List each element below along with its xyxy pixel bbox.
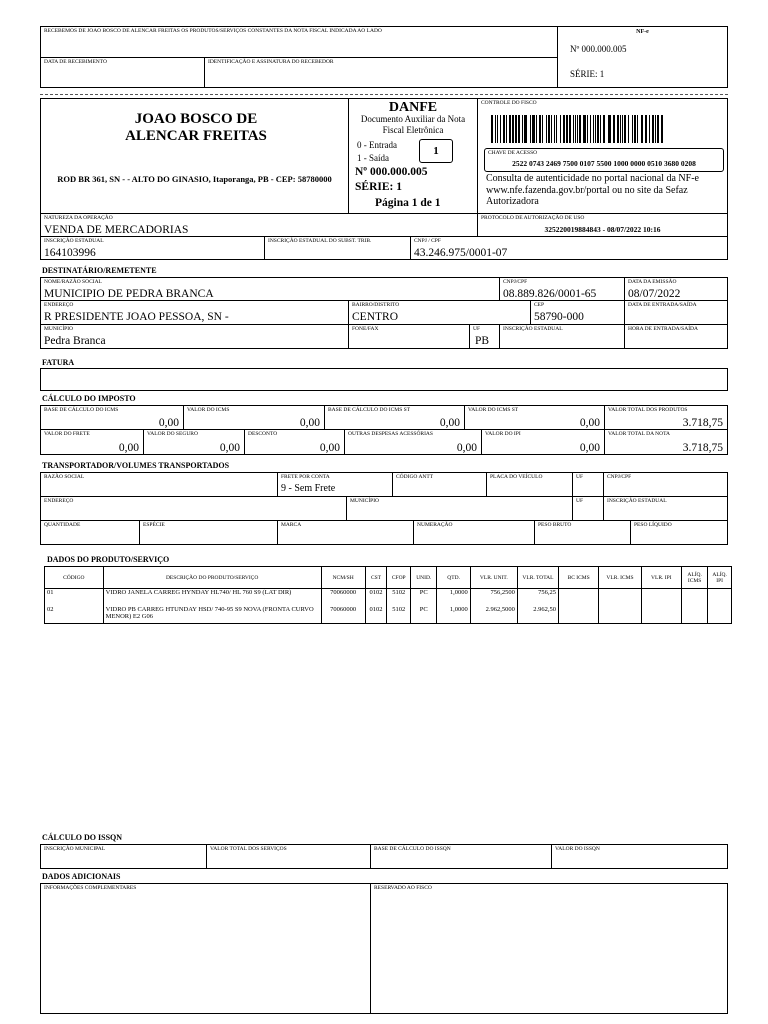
table-row xyxy=(45,589,732,607)
transp-peso-liquido-label: PESO LÍQUIDO xyxy=(634,522,672,528)
table-cell: 756,2500 xyxy=(470,589,517,607)
table-cell: 1,0000 xyxy=(437,606,470,624)
transp-ie-box xyxy=(603,496,728,521)
issqn-base-label: BASE DE CÁLCULO DO ISSQN xyxy=(374,846,451,852)
outras-despesas-value: 0,00 xyxy=(456,442,477,454)
table-cell: 02 xyxy=(45,606,104,624)
transp-especie-label: ESPÉCIE xyxy=(143,522,165,528)
transp-numeracao-label: NUMERAÇÃO xyxy=(417,522,453,528)
ie-label: INSCRIÇÃO ESTADUAL xyxy=(44,238,104,244)
table-cell: 70060000 xyxy=(321,589,365,607)
fatura-section: FATURA xyxy=(42,358,75,367)
icms-valor-value: 0,00 xyxy=(299,417,320,429)
cnpj-emitente-label: CNPJ / CPF xyxy=(414,238,441,244)
transp-marca-box xyxy=(277,520,414,545)
table-cell: 2.962,50 xyxy=(517,606,558,624)
dest-nome-box xyxy=(40,277,500,301)
dest-nome-label: NOME/RAZÃO SOCIAL xyxy=(44,279,102,285)
icms-valor-label: VALOR DO ICMS xyxy=(187,407,230,413)
transp-numeracao-box xyxy=(413,520,535,545)
ipi-box xyxy=(481,429,605,455)
products-header-cell: VLR. TOTAL xyxy=(517,567,558,589)
dest-uf-box xyxy=(469,324,500,349)
dest-bairro-box xyxy=(348,300,531,325)
total-nota-value: 3.718,75 xyxy=(682,442,723,454)
transp-quantidade-label: QUANTIDADE xyxy=(44,522,81,528)
transp-placa-label: PLACA DO VEÍCULO xyxy=(490,474,543,480)
products-header-cell: CFOP xyxy=(387,567,411,589)
table-cell: 0102 xyxy=(365,589,387,607)
products-header-cell: NCM/SH xyxy=(321,567,365,589)
imposto-section: CÁLCULO DO IMPOSTO xyxy=(42,394,136,403)
chave-acesso-box xyxy=(484,148,724,172)
emitente-nome: JOAO BOSCO DE ALENCAR FREITAS xyxy=(125,111,267,144)
issqn-im-label: INSCRIÇÃO MUNICIPAL xyxy=(44,846,106,852)
dest-municipio-label: MUNICÍPIO xyxy=(44,326,74,332)
transp-antt-label: CÓDIGO ANTT xyxy=(396,474,434,480)
icms-st-valor-label: VALOR DO ICMS ST xyxy=(468,407,519,413)
transp-frete-box xyxy=(277,472,393,497)
transp-razao-label: RAZÃO SOCIAL xyxy=(44,474,85,480)
fisco-box xyxy=(477,98,728,214)
emitente-box xyxy=(40,98,349,214)
table-cell: 2.962,5000 xyxy=(470,606,517,624)
chave-acesso-label: CHAVE DE ACESSO xyxy=(488,150,538,156)
chave-acesso: 2522 0743 2469 7500 0107 5500 1000 0000 0510 3680 0208 xyxy=(512,159,696,168)
table-cell xyxy=(641,589,681,607)
transp-peso-bruto-label: PESO BRUTO xyxy=(538,522,572,528)
transp-cnpj-box xyxy=(603,472,728,497)
table-cell xyxy=(681,589,707,607)
products-header-cell: VLR. ICMS xyxy=(599,567,641,589)
table-cell xyxy=(558,589,598,607)
outras-despesas-box xyxy=(344,429,482,455)
ie-box xyxy=(40,236,265,260)
issqn-total-box xyxy=(206,844,371,869)
products-header-cell: VLR. UNIT. xyxy=(470,567,517,589)
table-cell xyxy=(681,606,707,624)
products-header-cell: CST xyxy=(365,567,387,589)
icms-st-base-box xyxy=(324,405,465,430)
danfe-saida: 1 - Saída xyxy=(357,153,389,163)
dest-hora-es-label: HORA DE ENTRADA/SAÍDA xyxy=(628,326,698,332)
ie-value: 164103996 xyxy=(44,247,96,259)
dest-ie-box xyxy=(499,324,625,349)
transp-frete-value: 9 - Sem Frete xyxy=(281,483,336,494)
canhoto-receipt-box xyxy=(40,26,558,58)
transp-municipio-label: MUNICÍPIO xyxy=(350,498,380,504)
protocolo-label: PROTOCOLO DE AUTORIZAÇÃO DE USO xyxy=(481,215,585,221)
ie-st-box xyxy=(264,236,411,260)
reservado-fisco-label: RESERVADO AO FISCO xyxy=(374,885,432,891)
transp-uf-label: UF xyxy=(576,474,584,480)
dest-fone-label: FONE/FAX xyxy=(352,326,379,332)
total-produtos-box xyxy=(604,405,728,430)
protocolo-box xyxy=(477,213,728,237)
canhoto-nfe-box xyxy=(557,26,728,88)
issqn-im-box xyxy=(40,844,207,869)
danfe-entrada: 0 - Entrada xyxy=(357,140,397,150)
info-complementares-box xyxy=(40,883,371,1014)
danfe-box xyxy=(348,98,478,214)
table-cell: 5102 xyxy=(387,606,411,624)
table-cell: PC xyxy=(411,606,437,624)
dest-data-es-label: DATA DE ENTRADA/SAÍDA xyxy=(628,302,697,308)
transp-uf2-box xyxy=(572,496,604,521)
transp-endereco-label: ENDEREÇO xyxy=(44,498,74,504)
dest-endereco-value: R PRESIDENTE JOAO PESSOA, SN - xyxy=(44,311,229,323)
reservado-fisco-box xyxy=(370,883,728,1014)
danfe-serie: SÉRIE: 1 xyxy=(355,181,402,193)
table-cell xyxy=(599,589,641,607)
barcode xyxy=(491,115,665,143)
transp-uf-box xyxy=(572,472,604,497)
products-header-cell: BC ICMS xyxy=(558,567,598,589)
products-header-cell: DESCRIÇÃO DO PRODUTO/SERVIÇO xyxy=(103,567,321,589)
desconto-value: 0,00 xyxy=(319,442,340,454)
cnpj-emitente-box xyxy=(410,236,728,260)
dest-cep-label: CEP xyxy=(534,302,545,308)
products-header-cell: VLR. IPI xyxy=(641,567,681,589)
adicionais-section: DADOS ADICIONAIS xyxy=(42,872,121,881)
transp-razao-box xyxy=(40,472,278,497)
transp-quantidade-box xyxy=(40,520,140,545)
transp-peso-bruto-box xyxy=(534,520,631,545)
cnpj-emitente-value: 43.246.975/0001-07 xyxy=(414,247,508,259)
icms-st-valor-value: 0,00 xyxy=(579,417,600,429)
seguro-value: 0,00 xyxy=(219,442,240,454)
table-cell xyxy=(708,606,732,624)
canhoto-receipt-text: RECEBEMOS DE JOAO BOSCO DE ALENCAR FREITAS OS PRODUTOS/SERVIÇOS CONSTANTES DA NOTA FISCAL INDICADA AO LADO xyxy=(44,28,382,34)
outras-despesas-label: OUTRAS DESPESAS ACESSÓRIAS xyxy=(348,431,433,437)
products-header-cell: ALÍQ. ICMS xyxy=(681,567,707,589)
nfe-label: NF-e xyxy=(636,29,649,35)
dest-emissao-label: DATA DA EMISSÃO xyxy=(628,279,677,285)
total-produtos-label: VALOR TOTAL DOS PRODUTOS xyxy=(608,407,688,413)
transportador-section: TRANSPORTADOR/VOLUMES TRANSPORTADOS xyxy=(42,461,230,470)
issqn-base-box xyxy=(370,844,552,869)
fatura-box xyxy=(40,368,728,391)
table-cell: VIDRO JANELA CARREG HYNDAY HL740/ HL 760 S9 (LAT DIR) xyxy=(103,589,321,607)
dest-cep-value: 58790-000 xyxy=(534,311,584,323)
icms-st-valor-box xyxy=(464,405,605,430)
products-header-cell: QTD. xyxy=(437,567,470,589)
dest-emissao-box xyxy=(624,277,728,301)
table-cell: PC xyxy=(411,589,437,607)
dest-cnpj-label: CNPJ/CPF xyxy=(503,279,528,285)
controle-fisco-label: CONTROLE DO FISCO xyxy=(481,100,537,106)
dest-cep-box xyxy=(530,300,625,325)
transp-especie-box xyxy=(139,520,278,545)
frete-value: 0,00 xyxy=(118,442,139,454)
transp-cnpj-label: CNPJ/CPF xyxy=(607,474,632,480)
dest-endereco-box xyxy=(40,300,349,325)
emitente-endereco: ROD BR 361, SN - - ALTO DO GINASIO, Itaporanga, PB - CEP: 58780000 xyxy=(57,174,332,184)
transp-frete-label: FRETE POR CONTA xyxy=(281,474,330,480)
icms-base-value: 0,00 xyxy=(158,417,179,429)
icms-valor-box xyxy=(183,405,325,430)
info-complementares-label: INFORMAÇÕES COMPLEMENTARES xyxy=(44,885,137,891)
total-nota-box xyxy=(604,429,728,455)
transp-antt-box xyxy=(392,472,487,497)
transp-municipio-box xyxy=(346,496,573,521)
table-cell: 756,25 xyxy=(517,589,558,607)
consulta-text: Consulta de autenticidade no portal nacional da NF-e www.nfe.fazenda.gov.br/portal ou no site da Sefaz Autorizadora xyxy=(486,173,699,207)
dest-hora-es-box xyxy=(624,324,728,349)
dest-cnpj-box xyxy=(499,277,625,301)
seguro-box xyxy=(143,429,245,455)
transp-peso-liquido-box xyxy=(630,520,728,545)
issqn-valor-box xyxy=(551,844,728,869)
dest-emissao-value: 08/07/2022 xyxy=(628,288,681,300)
danfe-tipo-box: 1 xyxy=(419,139,453,163)
dest-fone-box xyxy=(348,324,470,349)
data-recebimento-label: DATA DE RECEBIMENTO xyxy=(44,59,108,65)
seguro-label: VALOR DO SEGURO xyxy=(147,431,198,437)
transp-ie-label: INSCRIÇÃO ESTADUAL xyxy=(607,498,667,504)
dest-ie-label: INSCRIÇÃO ESTADUAL xyxy=(503,326,563,332)
transp-placa-box xyxy=(486,472,573,497)
icms-base-label: BASE DE CÁLCULO DO ICMS xyxy=(44,407,119,413)
products-header-row xyxy=(45,567,732,589)
dest-endereco-label: ENDEREÇO xyxy=(44,302,74,308)
ie-st-label: INSCRIÇÃO ESTADUAL DO SUBST. TRIB. xyxy=(268,238,372,244)
dest-uf-value: PB xyxy=(475,335,490,347)
table-cell xyxy=(558,606,598,624)
dest-bairro-label: BAIRRO/DISTRITO xyxy=(352,302,400,308)
products-table xyxy=(44,566,732,624)
products-header-cell: CÓDIGO xyxy=(45,567,104,589)
issqn-valor-label: VALOR DO ISSQN xyxy=(555,846,600,852)
table-row xyxy=(45,606,732,624)
dest-municipio-value: Pedra Branca xyxy=(44,335,106,347)
table-cell: 1,0000 xyxy=(437,589,470,607)
transp-marca-label: MARCA xyxy=(281,522,302,528)
desconto-label: DESCONTO xyxy=(248,431,278,437)
danfe-numero: Nº 000.000.005 xyxy=(355,166,428,178)
total-nota-label: VALOR TOTAL DA NOTA xyxy=(608,431,671,437)
canhoto-serie: SÉRIE: 1 xyxy=(570,69,605,79)
transp-uf2-label: UF xyxy=(576,498,584,504)
protocolo-value: 325220019884843 - 08/07/2022 10:16 xyxy=(544,225,661,234)
dest-data-es-box xyxy=(624,300,728,325)
products-header-cell: UNID. xyxy=(411,567,437,589)
frete-label: VALOR DO FRETE xyxy=(44,431,90,437)
danfe-title: DANFE xyxy=(388,100,438,115)
natureza-box xyxy=(40,213,478,237)
produtos-section: DADOS DO PRODUTO/SERVIÇO xyxy=(47,555,170,564)
table-cell: 01 xyxy=(45,589,104,607)
ipi-label: VALOR DO IPI xyxy=(485,431,521,437)
dest-bairro-value: CENTRO xyxy=(352,311,398,323)
table-cell xyxy=(708,589,732,607)
natureza-value: VENDA DE MERCADORIAS xyxy=(44,224,189,236)
danfe-pagina: Página 1 de 1 xyxy=(375,197,441,209)
dest-municipio-box xyxy=(40,324,349,349)
icms-st-base-label: BASE DE CÁLCULO DO ICMS ST xyxy=(328,407,411,413)
products-header-cell: ALÍQ. IPI xyxy=(708,567,732,589)
canhoto-numero: Nº 000.000.005 xyxy=(570,44,627,54)
icms-st-base-value: 0,00 xyxy=(439,417,460,429)
table-cell xyxy=(599,606,641,624)
identificacao-label: IDENTIFICAÇÃO E ASSINATURA DO RECEBEDOR xyxy=(208,59,334,65)
table-cell xyxy=(641,606,681,624)
canhoto-identificacao xyxy=(204,57,558,88)
icms-base-box xyxy=(40,405,184,430)
destinatario-section: DESTINATÁRIO/REMETENTE xyxy=(42,266,157,275)
issqn-total-label: VALOR TOTAL DOS SERVIÇOS xyxy=(210,846,287,852)
table-cell: 70060000 xyxy=(321,606,365,624)
table-cell: VIDRO PB CARREG HTUNDAY HSD/ 740-95 S9 NOVA (FRONTA CURVO MENOR) E2 G06 xyxy=(103,606,321,624)
dest-uf-label: UF xyxy=(473,326,481,332)
danfe-subtitle: Documento Auxiliar da Nota Fiscal Eletrônica xyxy=(360,114,466,135)
frete-box xyxy=(40,429,144,455)
natureza-label: NATUREZA DA OPERAÇÃO xyxy=(44,215,113,221)
dest-nome-value: MUNICIPIO DE PEDRA BRANCA xyxy=(44,288,214,300)
total-produtos-value: 3.718,75 xyxy=(682,417,723,429)
dest-cnpj-value: 08.889.826/0001-65 xyxy=(503,288,597,300)
ipi-value: 0,00 xyxy=(579,442,600,454)
desconto-box xyxy=(244,429,345,455)
canhoto-data-recebimento xyxy=(40,57,205,88)
transp-endereco-box xyxy=(40,496,347,521)
table-cell: 0102 xyxy=(365,606,387,624)
table-cell: 5102 xyxy=(387,589,411,607)
cut-line xyxy=(40,94,728,95)
issqn-section: CÁLCULO DO ISSQN xyxy=(42,833,123,842)
